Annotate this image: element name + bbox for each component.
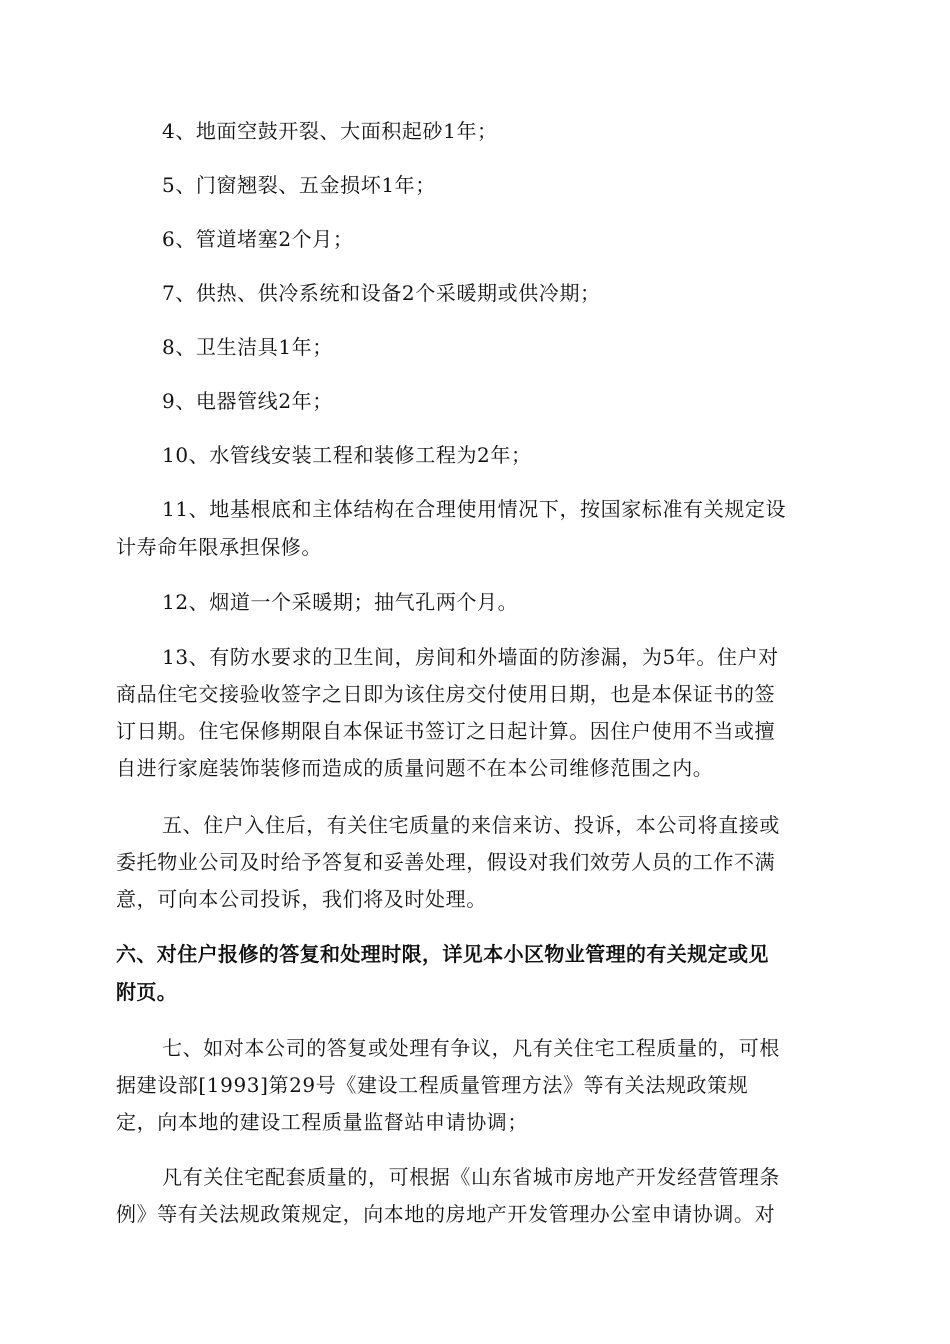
- section-6-line-2: 附页。: [116, 980, 178, 1004]
- section-7-line-2: 据建设部[1993]第29号《建设工程质量管理方法》等有关法规政策规: [116, 1073, 749, 1097]
- warranty-item-9: 9、电器管线2年；: [162, 389, 333, 413]
- warranty-item-5: 5、门窗翘裂、五金损坏1年；: [162, 173, 436, 197]
- warranty-item-13-line-2: 商品住宅交接验收签字之日即为该住房交付使用日期，也是本保证书的签: [116, 682, 776, 706]
- final-paragraph-line-2: 例》等有关法规政策规定，向本地的房地产开发管理办公室申请协调。对: [116, 1202, 776, 1226]
- section-5-line-3: 意，可向本公司投诉，我们将及时处理。: [116, 887, 487, 911]
- warranty-item-11-line-2: 计寿命年限承担保修。: [116, 535, 322, 559]
- warranty-item-12: 12、烟道一个采暖期；抽气孔两个月。: [162, 590, 519, 614]
- section-7-line-3: 定，向本地的建设工程质量监督站申请协调；: [116, 1110, 528, 1134]
- warranty-item-11-line-1: 11、地基根底和主体结构在合理使用情况下，按国家标准有关规定设: [162, 497, 787, 521]
- warranty-item-4: 4、地面空鼓开裂、大面积起砂1年；: [162, 119, 498, 143]
- section-7-line-1: 七、如对本公司的答复或处理有争议，凡有关住宅工程质量的，可根: [162, 1036, 780, 1060]
- final-paragraph-line-1: 凡有关住宅配套质量的，可根据《山东省城市房地产开发经营管理条: [162, 1165, 780, 1189]
- section-5-line-2: 委托物业公司及时给予答复和妥善处理，假设对我们效劳人员的工作不满: [116, 850, 776, 874]
- warranty-item-13-line-1: 13、有防水要求的卫生间，房间和外墙面的防渗漏，为5年。住户对: [162, 645, 779, 669]
- warranty-item-13-line-4: 自进行家庭装饰装修而造成的质量问题不在本公司维修范围之内。: [116, 756, 714, 780]
- warranty-item-10: 10、水管线安装工程和装修工程为2年；: [162, 443, 532, 467]
- section-6-line-1: 六、对住户报修的答复和处理时限，详见本小区物业管理的有关规定或见: [116, 942, 769, 966]
- section-5-line-1: 五、住户入住后，有关住宅质量的来信来访、投诉，本公司将直接或: [162, 813, 780, 837]
- warranty-item-13-line-3: 订日期。住宅保修期限自本保证书签订之日起计算。因住户使用不当或擅: [116, 719, 776, 743]
- warranty-item-8: 8、卫生洁具1年；: [162, 335, 333, 359]
- warranty-item-6: 6、管道堵塞2个月；: [162, 227, 354, 251]
- warranty-item-7: 7、供热、供冷系统和设备2个采暖期或供冷期；: [162, 281, 601, 305]
